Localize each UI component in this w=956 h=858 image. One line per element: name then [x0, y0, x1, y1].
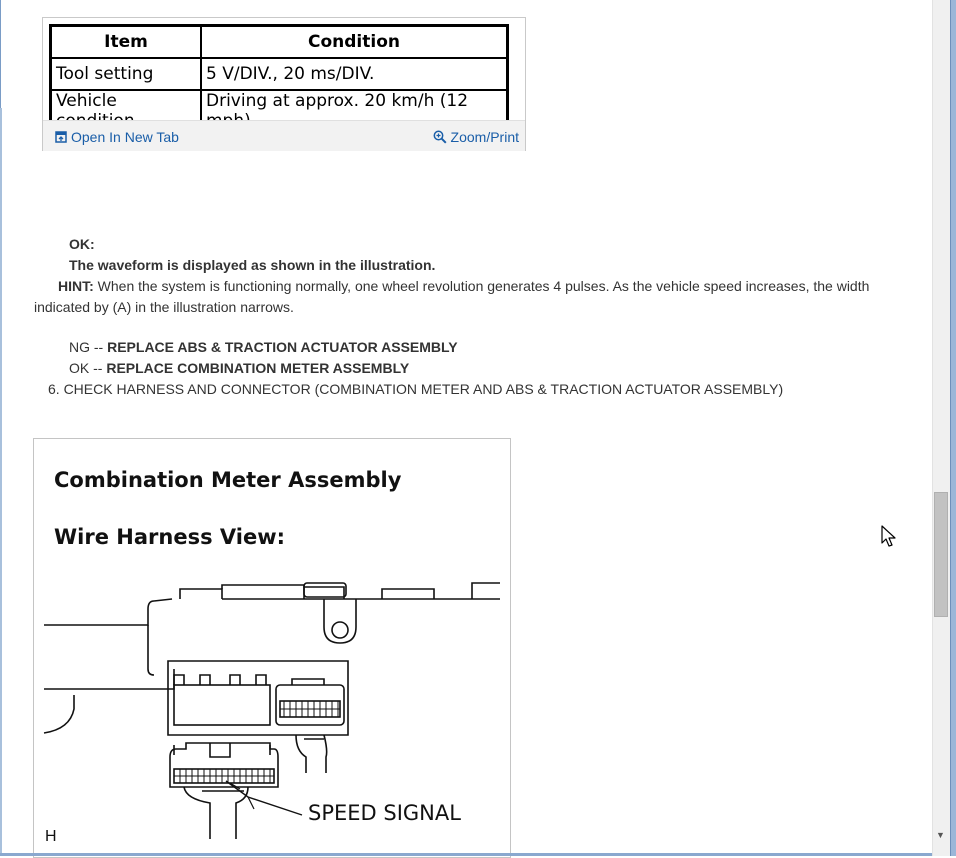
vertical-scrollbar[interactable]: [932, 0, 951, 856]
step-6-heading: 6. CHECK HARNESS AND CONNECTOR (COMBINATION METER AND ABS & TRACTION ACTUATOR ASSEMBLY): [48, 381, 784, 397]
zoom-icon: [433, 130, 447, 144]
condition-table-figure: [42, 17, 526, 151]
window-left-border-highlight: [0, 108, 2, 856]
table-row: [51, 58, 508, 90]
ok-action: REPLACE COMBINATION METER ASSEMBLY: [106, 360, 410, 376]
speed-signal-label: SPEED SIGNAL: [308, 801, 461, 825]
condition-table: [49, 24, 509, 134]
ok-prefix: OK --: [69, 360, 103, 376]
figure-toolbar: [43, 120, 525, 151]
scroll-down-arrow-icon[interactable]: ▼: [936, 830, 945, 840]
ok-outcome: [69, 360, 409, 376]
wire-harness-figure: [33, 438, 511, 858]
table-cell: 5 V/DIV., 20 ms/DIV.: [201, 58, 508, 90]
zoom-print-link[interactable]: [433, 129, 519, 145]
ng-prefix: NG --: [69, 339, 104, 355]
open-tab-icon: [55, 131, 67, 143]
open-in-new-tab-label: Open In New Tab: [71, 129, 179, 145]
hint-label: HINT:: [58, 278, 94, 294]
hint-paragraph: [34, 276, 894, 318]
mouse-pointer-icon: [881, 525, 897, 549]
connector-drawing: [34, 439, 511, 858]
table-cell: Driving at approx. 20 km/h (12: [201, 90, 508, 133]
ng-outcome: [69, 339, 458, 355]
open-in-new-tab-link[interactable]: [55, 129, 179, 145]
table-header-condition: Condition: [201, 26, 508, 59]
table-header-item: Item: [51, 26, 202, 59]
ok-waveform-text: The waveform is displayed as shown in the illustration.: [69, 257, 436, 273]
diagram-title: Combination Meter Assembly: [54, 468, 402, 492]
table-cell: Vehicle: [51, 90, 202, 133]
zoom-print-label: Zoom/Print: [450, 129, 519, 145]
table-cell: Tool setting: [51, 58, 202, 90]
window-right-border: [950, 0, 956, 856]
hint-text: When the system is functioning normally, one wheel revolution generates 4 pulses. As the vehicle speed increases, the width indicated by (A) in the illustration narrows.: [34, 278, 870, 315]
scrollbar-thumb[interactable]: [934, 492, 948, 617]
ng-action: REPLACE ABS & TRACTION ACTUATOR ASSEMBLY: [107, 339, 458, 355]
figure-corner-letter: H: [45, 828, 57, 845]
ok-label: OK:: [69, 236, 95, 252]
diagram-subtitle: Wire Harness View:: [54, 525, 285, 549]
